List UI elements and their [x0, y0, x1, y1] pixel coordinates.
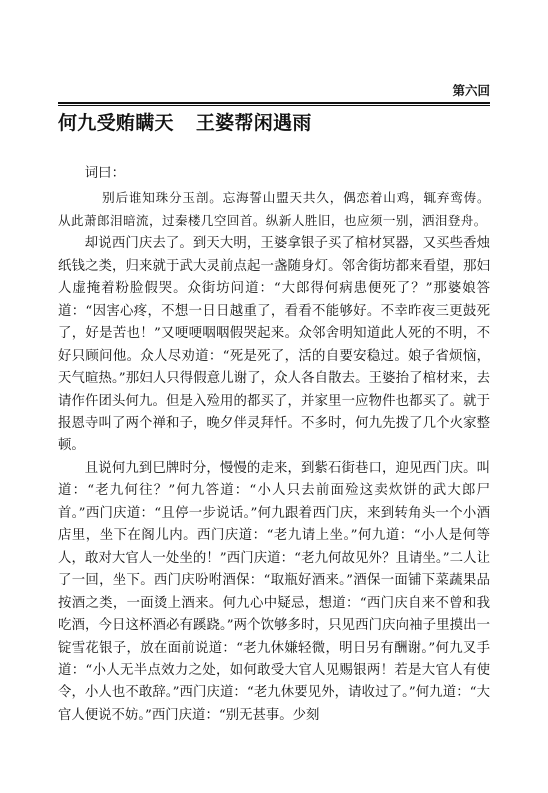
chapter-title	[58, 110, 312, 136]
running-header	[58, 82, 490, 100]
chapter-body	[58, 163, 490, 727]
chapter-title-part2: 王婆帮闲遇雨	[195, 112, 312, 134]
header-rule-thick	[58, 102, 490, 104]
chapter-label: 第六回	[452, 83, 490, 98]
paragraph-2: 且说何九到巳牌时分，慢慢的走来，到紫石街巷口，迎见西门庆。叫道：“老九何往？”何九答道：“小人只去前面殓这卖炊饼的武大郎尸首。”西门庆道：“且停一步说话。”何九跟着西门庆，来到转角头一个小酒店里，坐下在阁儿内。西门庆道：“老九请上坐。”何九道：“小人是何等人，敢对大官人一处坐的！”西门庆道：“老九何故见外？且请坐。”二人让了一回，坐下。西门庆吩咐酒保：“取瓶好酒来。”酒保一面铺下菜蔬果品按酒之类，一面烫上酒来。何九心中疑忌，想道：“西门庆自来不曾和我吃酒，今日这杯酒必有蹊跷。”两个饮够多时，只见西门庆向袖子里摸出一锭雪花银子，放在面前说道：“老九休嫌轻微，明日另有酬谢。”何九叉手道：“小人无半点效力之处，如何敢受大官人见赐银两！若是大官人有使令，小人也不敢辞。”西门庆道：“老九休要见外，请收过了。”何九道：“大官人便说不妨。”西门庆道：“别无甚事。少刻	[58, 460, 490, 723]
paragraph-1: 却说西门庆去了。到天大明，王婆拿银子买了棺材冥器，又买些香烛纸钱之类，归来就于武大灵前点起一盏随身灯。邻舍街坊都来看望，那妇人虚掩着粉脸假哭。众街坊问道：“大郎得何病患便死了？”那婆娘答道：“因害心疼，不想一日日越重了，看看不能够好。不幸昨夜三更鼓死了，好是苦也！”又哽哽咽咽假哭起来。众邻舍明知道此人死的不明，不好只顾问他。众人尽劝道：“死是死了，活的自要安稳过。娘子省烦恼，天气暄热。”那妇人只得假意儿谢了，众人各自散去。王婆抬了棺材来，去请作仵团头何九。但是入殓用的都买了，并家里一应物件也都买了。就于报恩寺叫了两个禅和子，晚夕伴灵拜忏。不多时，何九先拨了几个火家整顿。	[58, 236, 490, 454]
chapter-title-part1: 何九受贿瞒天	[58, 112, 174, 134]
header-rule-thin	[58, 105, 490, 106]
poem-text: 别后谁知珠分玉剖。忘海誓山盟天共久，偶恋着山鸡，辄弃鸾俦。从此萧郎泪暗流，过秦楼几空回首。纵新人胜旧，也应须一别，洒泪登舟。	[58, 190, 490, 228]
poem-label: 词曰：	[84, 166, 125, 181]
